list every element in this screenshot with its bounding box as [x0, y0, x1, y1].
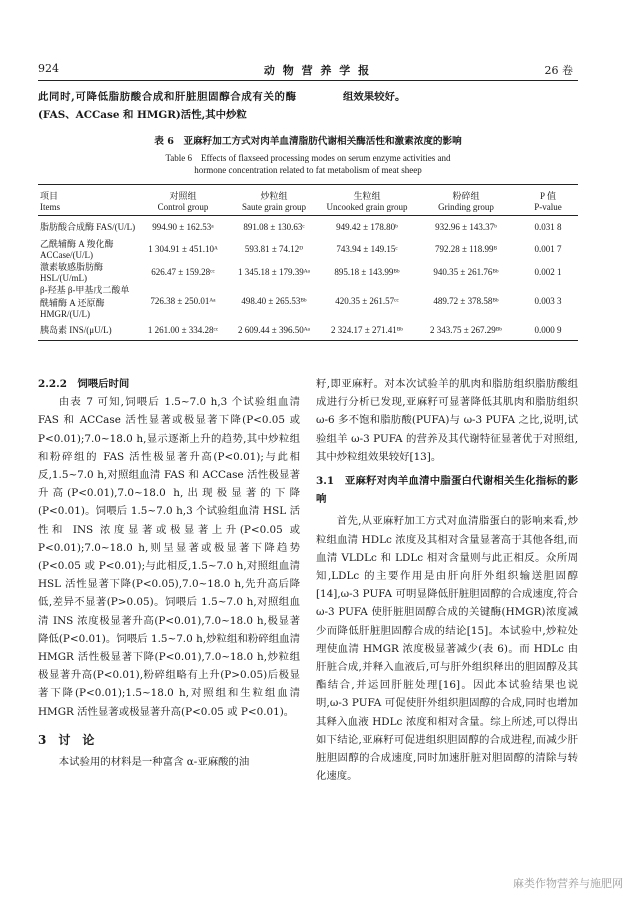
table-cell: 932.96 ± 143.37ᵇ [435, 221, 497, 232]
table-cell: 626.47 ± 159.28ᶜᶜ [151, 266, 215, 277]
table-top-rule [38, 184, 578, 185]
table-cell: 1 345.18 ± 179.39ᴬᵃ [238, 266, 310, 277]
column-header: Grinding group [414, 202, 518, 216]
paragraph: 由表 7 可知,饲喂后 1.5~7.0 h,3 个试验组血清 FAS 和 ACCase 活性显著或极显著下降(P<0.05 或 P<0.01);7.0~18.0 h,显示逐渐上升的趋势,其中炒粒组和粉碎组的 FAS 活性极显著升高(P<0.01);与此相反,1.5~7.0 h,对照组血清 FAS 和 ACCase 活性极显著升高(P<0.01),7.0~18.0 h,出现极显著的下降(P<0.01)。饲喂后 1.5~7.0 h,3 个试验组血清 HSL 活性和 INS 浓度显著或极显著上升(P<0.05 或 P<0.01);7.0~18.0 h,则呈显著或极显著下降趋势(P<0.05 或 P<0.01);与此相反,1.5~7.0 h,对照组血清 HSL 活性显著下降(P<0.05),7.0~18.0 h,先升高后降低,差异不显著(P>0.05)。饲喂后 1.5~7.0 h,对照组血清 INS 浓度极显著升高(P<0.01),7.0~18.0 h,极显著降低(P<0.01)。饲喂后 1.5~7.0 h,炒粒组和粉碎组血清 HMGR 活性极显著下降(P<0.01),7.0~18.0 h,炒粒组极显著升高(P<0.01),粉碎组略有上升(P>0.05)后极显著下降(P<0.01);1.5~18.0 h,对照组和生粒组血清 HMGR 活性显著或极显著升高(P<0.05 或 P<0.01)。 [38, 396, 300, 718]
table-cell: 743.94 ± 149.15ᶜ [336, 243, 398, 254]
left-column [38, 375, 300, 771]
section-heading-3: 3 讨 论 [38, 732, 95, 747]
table-cell: 593.81 ± 74.12ᴰ [244, 243, 304, 254]
top-left-paragraph: 此同时,可降低脂肪酸合成和肝脏胆固醇合成有关的酶(FAS、ACCase 和 HMGR)活性,其中炒粒 [38, 91, 296, 122]
column-header: Items [38, 202, 138, 216]
column-header: 项目 [40, 191, 59, 201]
table-cell: 1 261.00 ± 334.28ᶜᶜ [138, 319, 228, 341]
table-header-cn [38, 186, 578, 202]
column-header: 粉碎组 [452, 191, 480, 201]
table-cell: 0.000 9 [518, 319, 578, 341]
table-cell: 1 304.91 ± 451.10ᴬ [148, 243, 218, 254]
row-label: 激素敏感脂肪酶 HSL/(U/mL) [40, 262, 104, 283]
table-cell: 0.002 1 [534, 266, 562, 277]
table-header-en [38, 202, 578, 216]
section-heading-2-2-2: 2.2.2 饲喂后时间 [38, 378, 130, 390]
row-label: 胰岛素 INS/(μU/L) [38, 319, 138, 341]
table-row [38, 319, 578, 341]
table-title-en-1: Table 6 Effects of flaxseed processing modes on serum enzyme activities and [165, 153, 451, 163]
row-label: 乙酰辅酶 A 羧化酶 ACCase/(U/L) [40, 239, 114, 260]
column-header: 对照组 [169, 191, 197, 201]
table-title-en-2: hormone concentration related to fat metabolism of meat sheep [194, 165, 422, 175]
table-title-cn: 表 6 亚麻籽加工方式对肉羊血清脂肪代谢相关酶活性和激素浓度的影响 [154, 136, 462, 147]
table-cell: 2 609.44 ± 396.50ᴬᵃ [228, 319, 320, 341]
column-header: Control group [138, 202, 228, 216]
table-cell: 2 324.17 ± 271.41ᴮᵇ [320, 319, 414, 341]
table-cell: 940.35 ± 261.76ᴮᵇ [433, 266, 499, 277]
table-cell: 949.42 ± 178.80ᵇ [336, 221, 398, 232]
column-header: P 值 [540, 191, 556, 201]
table-6 [38, 186, 578, 341]
table-row [38, 260, 578, 283]
column-header: 生粒组 [353, 191, 381, 201]
table-row [38, 237, 578, 260]
table-cell: 489.72 ± 378.58ᴮᵇ [433, 296, 499, 306]
table-row [38, 216, 578, 238]
column-header: 炒粒组 [260, 191, 288, 201]
table-cell: 994.90 ± 162.53ᵃ [152, 221, 214, 232]
table-cell: 792.28 ± 118.99ᴮ [434, 243, 498, 254]
table-cell: 498.40 ± 265.53ᴮᵇ [241, 296, 307, 306]
journal-title: 动 物 营 养 学 报 [263, 64, 372, 77]
watermark: 麻类作物营养与施肥网 [513, 877, 623, 890]
paragraph: 籽,即亚麻籽。对本次试验羊的肌肉和脂肪组织脂肪酸组成进行分析已发现,亚麻籽可显著降低其肌肉和脂肪组织 ω-6 多不饱和脂肪酸(PUFA)与 ω-3 PUFA 之比,说明,试验组羊 ω-3 PUFA 的营养及其代谢特征显著优于对照组,其中炒粒组效果较好[13]。 [316, 378, 578, 463]
table-cell: 2 343.75 ± 267.29ᴮᵇ [414, 319, 518, 341]
section-heading-3-1: 3.1 亚麻籽对肉羊血清中脂蛋白代谢相关生化指标的影响 [316, 475, 578, 506]
row-label: β-羟基 β-甲基戊二酸单酰辅酶 A 还原酶 HMGR/(U/L) [40, 285, 130, 319]
column-header: P-value [518, 202, 578, 216]
right-column [316, 375, 578, 785]
table-cell: 0.001 7 [534, 243, 562, 254]
table-cell: 726.38 ± 250.01ᴬᵃ [150, 296, 216, 306]
volume-label: 26 卷 [544, 64, 573, 77]
paragraph: 首先,从亚麻籽加工方式对血清脂蛋白的影响来看,炒粒组血清 HDLc 浓度及其相对含量显著高于其他各组,而血清 VLDLc 和 LDLc 相对含量则与此正相反。众所周知,LDLc 的主要作用是由肝向肝外组织输送胆固醇[14],ω-3 PUFA 可明显降低肝脏胆固醇的合成速度,符合 ω-3 PUFA 使肝脏胆固醇合成的关键酶(HMGR)浓度减少而降低肝脏胆固醇合成的结论[15]。本试验中,炒粒处理使血清 HMGR 浓度极显著减少(表 6)。而 HDLc 由肝脏合成,并释入血液后,可与肝外组织释出的胆固醇及其酯结合,并运回肝脏处理[16]。因此本试验结果也说明,ω-3 PUFA 可促使肝外组织胆固醇的合成,同时也增加其释入血液 HDLc 浓度和相对含量。综上所述,可以得出如下结论,亚麻籽可促进组织胆固醇的合成进程,而减少肝脏胆固醇的合成速度,同时加速肝脏对胆固醇的清除与转化速度。 [316, 515, 578, 783]
column-header: Saute grain group [228, 202, 320, 216]
table-cell: 0.003 3 [534, 296, 562, 306]
header-rule [38, 80, 578, 81]
table-cell: 895.18 ± 143.99ᴮᵇ [334, 266, 400, 277]
column-header: Uncooked grain group [320, 202, 414, 216]
row-label: 脂肪酸合成酶 FAS/(U/L) [40, 222, 136, 232]
table-cell: 420.35 ± 261.57ᶜᶜ [335, 296, 399, 306]
page-number: 924 [38, 62, 59, 75]
table-row [38, 283, 578, 319]
paragraph: 本试验用的材料是一种富含 α-亚麻酸的油 [58, 756, 250, 769]
top-right-paragraph: 组效果较好。 [343, 91, 406, 103]
table-cell: 0.031 8 [534, 221, 562, 232]
table-cell: 891.08 ± 130.63ᶜ [243, 221, 305, 232]
